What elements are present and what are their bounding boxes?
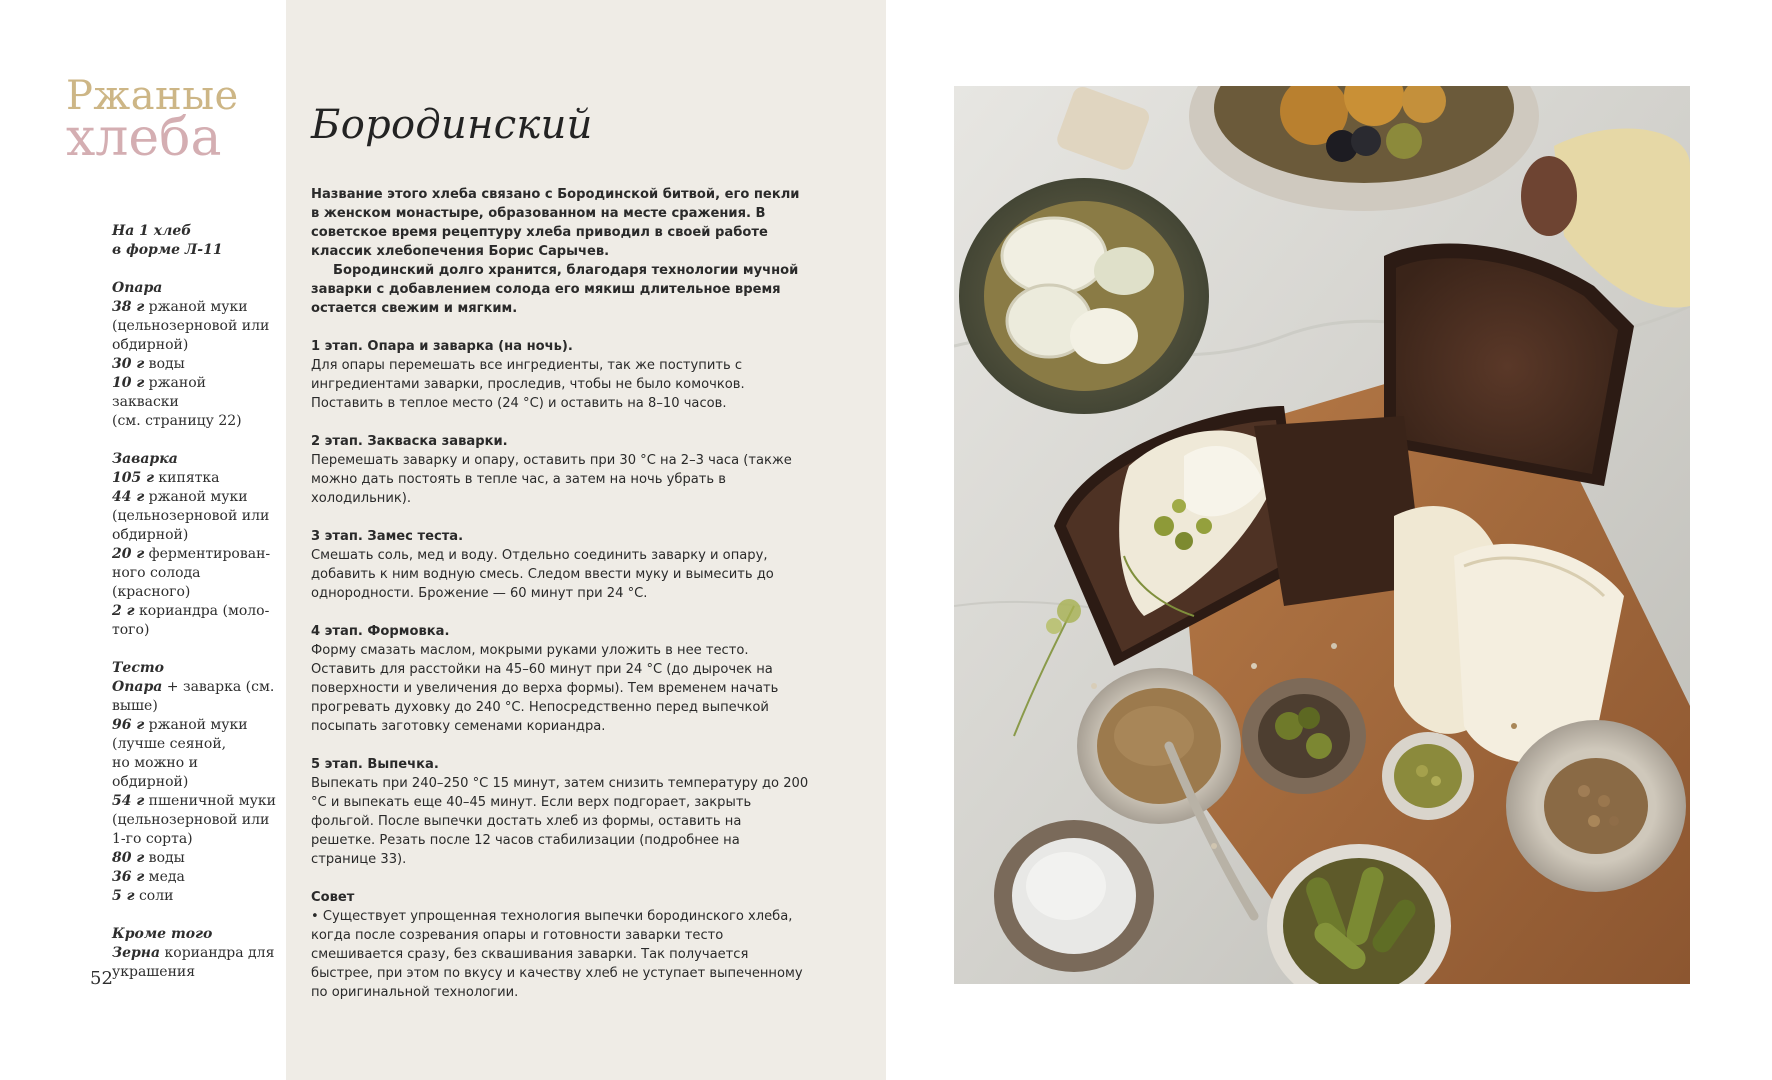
ingredient-text: воды (144, 850, 185, 866)
ingredient-line (112, 735, 276, 754)
ingredient-group-heading: Опара (112, 280, 163, 296)
step-text: Смешать соль, мед и воду. Отдельно соединить заварку и опару, добавить к ним водную смесь. Следом ввести муку и вымесить до однородности. Брожение — 60 минут при 24 °C. (311, 548, 774, 601)
ingredient-line (112, 792, 276, 811)
page-number: 52 (90, 968, 113, 989)
section-title (66, 73, 239, 168)
step-text: Форму смазать маслом, мокрыми руками уложить в нее тесто. Оставить для расстойки на 45–60 минут при 24 °C (до дырочек на поверхности и увеличения до верха формы). Тем временем начать прогревать духовку до 240 °C. Непосредственно перед выпечкой посыпать заготовку семенами кориандра. (311, 643, 779, 734)
ingredient-text: ржаной муки (144, 717, 248, 733)
ingredient-line (112, 298, 276, 317)
recipe-step (311, 755, 809, 869)
left-page (0, 0, 286, 1080)
ingredient-line (112, 754, 276, 792)
intro-paragraph: Бородинский долго хранится, благодаря технологии мучной заварки с добавлением солода его мякиш длительное время остается свежим и мягким. (311, 263, 799, 316)
ingredient-amount: 2 г (112, 603, 135, 619)
ingredient-text: ржаной закваски (112, 375, 206, 410)
step-heading: 4 этап. Формовка. (311, 624, 450, 639)
ingredient-text: (цельнозерновой или (112, 318, 270, 334)
step-heading: 2 этап. Закваска заварки. (311, 434, 508, 449)
ingredient-line (112, 412, 276, 431)
ingredient-text: выше) (112, 698, 158, 714)
ingredient-line (112, 830, 276, 849)
ingredient-text: пшеничной муки (144, 793, 276, 809)
ingredient-text: ржаной муки (144, 489, 248, 505)
ingredient-text: того) (112, 622, 150, 638)
step-heading: 5 этап. Выпечка. (311, 757, 439, 772)
step-text: Для опары перемешать все ингредиенты, так же поступить с ингредиентами заварки, проследив, чтобы не было комочков. Поставить в теплое место (24 °C) и оставить на 8–10 часов. (311, 358, 745, 411)
ingredient-text: ного солода (красного) (112, 565, 201, 600)
step-heading: 1 этап. Опара и заварка (на ночь). (311, 339, 573, 354)
ingredient-line (112, 716, 276, 735)
ingredient-amount: 30 г (112, 356, 145, 372)
ingredient-text: 1-го сорта) (112, 831, 193, 847)
ingredient-line (112, 545, 276, 564)
ingredient-amount: 54 г (112, 793, 145, 809)
ingredient-line (112, 469, 276, 488)
recipe-step (311, 622, 809, 736)
ingredient-text: обдирной) (112, 527, 189, 543)
ingredient-text: (цельнозерновой или (112, 812, 270, 828)
ingredient-line (112, 811, 276, 830)
recipe-body (311, 185, 809, 1002)
ingredient-amount: 20 г (112, 546, 145, 562)
ingredient-line (112, 963, 276, 982)
recipe-tip (311, 888, 809, 1002)
recipe-step (311, 432, 809, 508)
ingredient-text: кориандра для (160, 945, 275, 961)
ingredient-groups (112, 279, 276, 982)
ingredient-text: кориандра (моло- (134, 603, 270, 619)
recipe-intro (311, 185, 809, 318)
ingredient-line (112, 849, 276, 868)
ingredient-group (112, 279, 276, 431)
ingredient-amount: 44 г (112, 489, 145, 505)
ingredient-group (112, 450, 276, 640)
intro-paragraph: Название этого хлеба связано с Бородинской битвой, его пекли в женском монастыре, образованном на месте сражения. В советское время рецептуру хлеба приводил в своей работе классик хлебопечения Борис Сарычев. (311, 187, 800, 259)
yield-line: в форме Л-11 (112, 242, 223, 258)
food-photo-illustration (954, 86, 1690, 984)
recipe-steps (311, 337, 809, 869)
ingredient-group-heading: Тесто (112, 660, 165, 676)
ingredient-amount: 105 г (112, 470, 154, 486)
ingredient-text: воды (144, 356, 185, 372)
ingredient-group (112, 659, 276, 906)
tip-text: • Существует упрощенная технология выпечки бородинского хлеба, когда после созревания опары и готовности заварки тесто смешивается сразу, без сквашивания заварки. Так получается быстрее, при этом по вкусу и качеству хлеб не уступает выпеченному по оригинальной технологии. (311, 909, 803, 1000)
ingredient-text: ферментирован- (144, 546, 271, 562)
ingredient-line (112, 564, 276, 602)
ingredient-amount: 5 г (112, 888, 135, 904)
ingredient-line (112, 602, 276, 621)
ingredient-amount: 38 г (112, 299, 145, 315)
ingredient-amount: Опара (112, 679, 163, 695)
ingredient-line (112, 317, 276, 336)
ingredient-text: ржаной муки (144, 299, 248, 315)
tip-heading: Совет (311, 890, 355, 905)
step-text: Выпекать при 240–250 °C 15 минут, затем снизить температуру до 200 °C и выпекать еще 40–45 минут. Если верх подгорает, закрыть фольгой. После выпечки достать хлеб из формы, оставить на решетке. Резать после 12 часов стабилизации (подробнее на странице 33). (311, 776, 809, 867)
ingredient-line (112, 887, 276, 906)
ingredient-group-heading: Кроме того (112, 926, 213, 942)
ingredient-line (112, 336, 276, 355)
recipe-step (311, 337, 809, 413)
ingredient-line (112, 944, 276, 963)
ingredient-line (112, 697, 276, 716)
ingredient-line (112, 374, 276, 412)
ingredient-line (112, 488, 276, 507)
ingredient-amount: 10 г (112, 375, 145, 391)
ingredient-line (112, 868, 276, 887)
ingredient-line (112, 355, 276, 374)
ingredient-text: соли (134, 888, 174, 904)
section-title-line1: Ржаные (66, 73, 239, 119)
recipe-step (311, 527, 809, 603)
ingredient-group-heading: Заварка (112, 451, 178, 467)
ingredient-text: кипятка (153, 470, 220, 486)
food-photo (954, 86, 1690, 984)
ingredients-yield (112, 222, 276, 260)
ingredient-text: (лучше сеяной, (112, 736, 227, 752)
ingredient-group (112, 925, 276, 982)
ingredient-line (112, 526, 276, 545)
section-title-line2: хлеба (66, 107, 222, 168)
ingredient-text: украшения (112, 964, 196, 980)
ingredients-list (112, 222, 276, 1001)
ingredient-line (112, 621, 276, 640)
ingredient-text: меда (144, 869, 185, 885)
ingredient-line (112, 507, 276, 526)
ingredient-text: + заварка (см. (162, 679, 275, 695)
ingredient-amount: 80 г (112, 850, 145, 866)
ingredient-text: обдирной) (112, 337, 189, 353)
step-heading: 3 этап. Замес теста. (311, 529, 464, 544)
recipe-title: Бородинский (311, 102, 593, 148)
ingredient-text: но можно и обдирной) (112, 755, 198, 790)
ingredient-line (112, 678, 276, 697)
ingredient-text: (см. страницу 22) (112, 413, 242, 429)
ingredient-amount: 96 г (112, 717, 145, 733)
ingredient-amount: Зерна (112, 945, 161, 961)
ingredient-amount: 36 г (112, 869, 145, 885)
step-text: Перемешать заварку и опару, оставить при 30 °C на 2–3 часа (также можно дать постоять в тепле час, а затем на ночь убрать в холодильник). (311, 453, 792, 506)
yield-line: На 1 хлеб (112, 223, 192, 239)
ingredient-text: (цельнозерновой или (112, 508, 270, 524)
